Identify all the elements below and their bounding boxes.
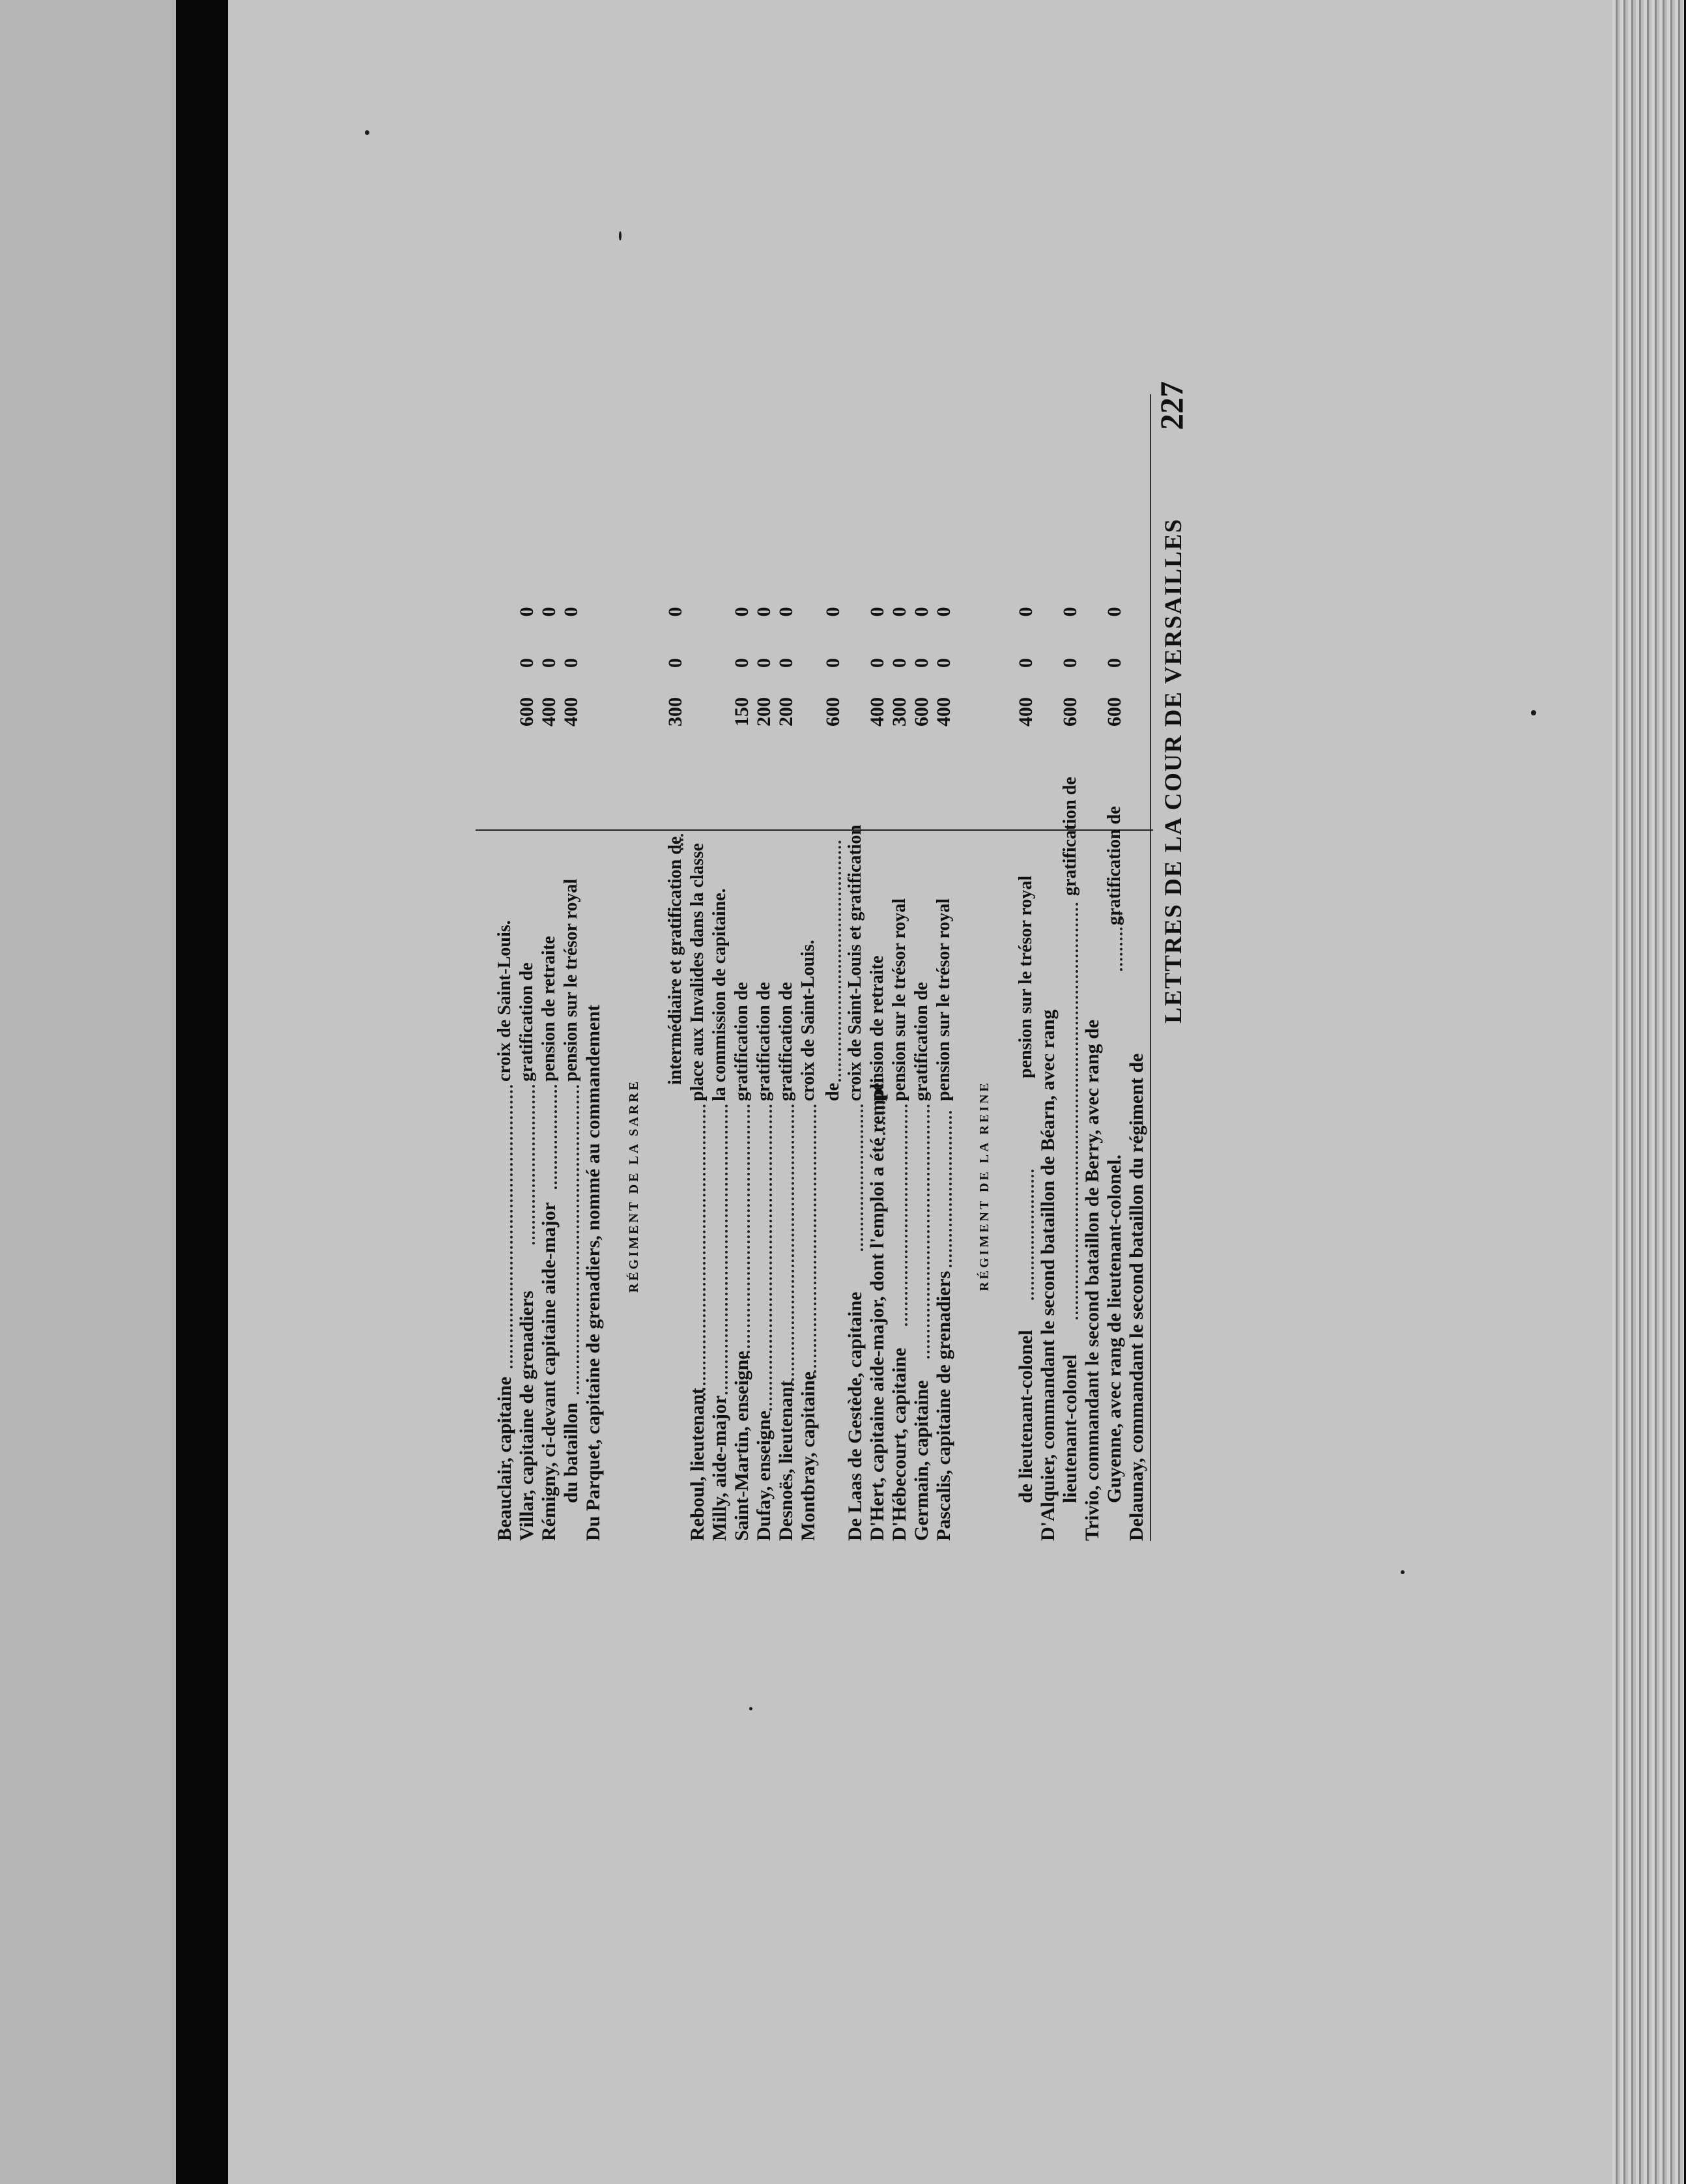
entry-name-cont: du bataillon [560, 1402, 582, 1503]
paper-speck [1401, 1570, 1405, 1574]
cents: 0 0 [664, 588, 686, 668]
amount: 400 [538, 697, 560, 726]
leader-dots [745, 1104, 750, 1358]
entry-desc: pension de retraite [539, 936, 559, 1082]
leader-dots [1073, 902, 1078, 1319]
leader-dots [836, 841, 841, 1082]
entry-name: Saint-Martin, enseigne [731, 1351, 752, 1541]
amount-column-rule [476, 829, 1153, 831]
page-edges [1612, 0, 1684, 2184]
entry-desc: pension sur le trésor royal [934, 898, 954, 1101]
entry-name: Villar, capitaine de grenadiers [516, 1291, 537, 1541]
amount: 600 [1059, 697, 1081, 726]
amount: 200 [753, 697, 775, 726]
entry-name: Germain, capitaine [911, 1380, 932, 1541]
leader-dots [811, 1104, 816, 1378]
entry-name: D'Hébecourt, capitaine [889, 1347, 910, 1541]
leader-dots [1029, 1170, 1034, 1300]
amount: 400 [933, 697, 954, 726]
cents: 0 0 [731, 588, 752, 668]
entry-desc: place aux Invalides dans la classe [687, 843, 707, 1101]
amount: 400 [560, 697, 582, 726]
entry-name: Beauclair, capitaine [494, 1376, 515, 1541]
entry-desc: la commission de capitaine. [709, 888, 730, 1101]
amount: 600 [516, 697, 537, 726]
entry-desc-cont: de [823, 1083, 843, 1101]
paper-speck [1531, 710, 1536, 715]
entry-line: lieutenant-colonel [1059, 1354, 1081, 1503]
amount: 150 [731, 697, 752, 726]
amount: 300 [889, 697, 910, 726]
entry-desc: gratification de [1060, 777, 1080, 896]
cents: 0 0 [911, 588, 932, 668]
entry-desc: gratification de [517, 962, 537, 1082]
leader-dots [924, 1104, 930, 1358]
entry-desc: gratification de [754, 982, 774, 1101]
cents: 0 0 [889, 588, 910, 668]
cents: 0 0 [538, 588, 560, 668]
cents: 0 0 [933, 588, 954, 668]
entry-name: D'Hert, capitaine aide-major, dont l'emploi a été rempli [866, 1078, 888, 1541]
entry-desc: pension sur le trésor royal [561, 878, 581, 1082]
cents: 0 0 [516, 588, 537, 668]
leader-dots [678, 834, 683, 850]
entry-name: Montbray, capitaine [797, 1372, 819, 1541]
paper-speck [619, 231, 622, 240]
entry-desc: pension sur le trésor royal [1016, 875, 1036, 1078]
cents: 0 0 [560, 588, 582, 668]
amount: 600 [822, 697, 844, 726]
entry-name: Du Parquet, capitaine de grenadiers, nommé au commandement [582, 1004, 604, 1541]
amount: 300 [664, 697, 686, 726]
entry-name: Dufay, enseigne [753, 1410, 775, 1541]
entry-desc: gratification de [732, 982, 752, 1101]
entry-desc: pension sur le trésor royal [889, 898, 909, 1101]
header-title: LETTRES DE LA COUR DE VERSAILLES [1160, 518, 1187, 1024]
amount: 600 [911, 697, 932, 726]
entry-desc: gratification de [1104, 806, 1124, 925]
amount: 600 [1104, 697, 1125, 726]
entry-line: Trivio, commandant le second bataillon de Berry, avec rang de [1081, 1019, 1103, 1541]
entry-line: Guyenne, avec rang de lieutenant-colonel. [1104, 1155, 1125, 1503]
section-heading: RÉGIMENT DE LA REINE [977, 1080, 992, 1291]
entry-name: De Laas de Gestède, capitaine [844, 1291, 866, 1541]
entry-desc-cont: intermédiaire et gratification de [665, 836, 685, 1085]
page-number: 227 [1153, 381, 1190, 430]
running-header [1150, 381, 1190, 1541]
cents: 0 0 [1059, 588, 1081, 668]
entry-name: Milly, aide-major [709, 1395, 730, 1541]
amount: 200 [775, 697, 797, 726]
paper-speck [749, 1707, 752, 1710]
leader-dots [880, 1101, 885, 1140]
leader-dots [947, 1111, 952, 1267]
entry-name: Pascalis, capitaine de grenadiers [933, 1271, 954, 1541]
leader-dots [574, 1085, 579, 1394]
leader-dots [552, 1085, 557, 1189]
leader-dots [789, 1104, 794, 1391]
cents: 0 0 [822, 588, 844, 668]
amount: 400 [866, 697, 888, 726]
leader-dots [700, 1104, 706, 1401]
entry-line: de lieutenant-colonel [1015, 1330, 1036, 1503]
cents: 0 0 [1104, 588, 1125, 668]
entry-name: Desnoës, lieutenant [775, 1380, 797, 1541]
entry-desc: croix de Saint-Louis. [798, 940, 818, 1101]
entry-desc: gratification de [776, 982, 796, 1101]
entry-desc: croix de Saint-Louis. [494, 920, 515, 1082]
leader-dots [767, 1104, 772, 1411]
cents: 0 0 [1015, 588, 1036, 668]
leader-dots [530, 1085, 535, 1244]
paper-speck [365, 130, 369, 135]
leader-dots [858, 1104, 863, 1251]
entry-name: Reboul, lieutenant [687, 1387, 708, 1541]
leader-dots [507, 1085, 513, 1368]
entry-desc: gratification de [911, 982, 932, 1101]
leader-dots [902, 1104, 907, 1326]
section-heading: RÉGIMENT DE LA SARRE [627, 1078, 641, 1293]
leader-dots [722, 1104, 728, 1394]
entry-desc: croix de Saint-Louis et gratification [845, 824, 865, 1101]
cents: 0 0 [775, 588, 797, 668]
cents: 0 0 [753, 588, 775, 668]
facing-page-edge [0, 0, 176, 2184]
entry-line: D'Alquier, commandant le second bataillon de Béarn, avec rang [1037, 1009, 1059, 1541]
entry-desc: pension de retraite [867, 955, 887, 1101]
entry-name: Rémigny, ci-devant capitaine aide-major [538, 1202, 560, 1541]
rotated-text-block [476, 381, 1192, 1541]
cents: 0 0 [866, 588, 888, 668]
entry-line: Delaunay, commandant le second bataillon du régiment de [1126, 1053, 1147, 1541]
amount: 400 [1015, 697, 1036, 726]
